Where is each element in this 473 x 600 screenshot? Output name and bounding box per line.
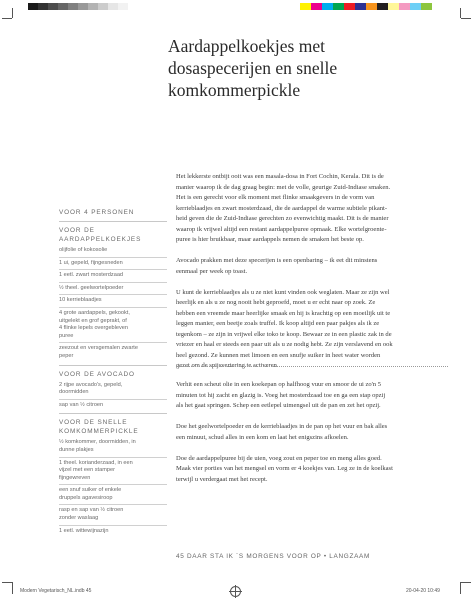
- text-line: heerlijk en als u ze nog nooit hebt geproefd, moet u er echt naar op zoek. Ze: [176, 299, 376, 306]
- intro-text: [176, 172, 448, 382]
- text-line: vriezer en haal er steeds een paar uit als u ze nodig hebt. Ze zijn verslavend en ook: [176, 341, 393, 348]
- text-line: Maak vier porties van het mengsel en vorm er 4 koekjes van. Leg ze in de koelkast: [176, 465, 393, 472]
- printer-color-bar: [0, 0, 473, 12]
- text-line: tegenkom – ze zijn in vrijwel elke toko te koop. Bewaar ze in een plastic zak in de: [176, 330, 392, 338]
- ingredient-item: [59, 525, 167, 536]
- text-line: manier waarop ik de dag graag begin: met de volle, geurige Zuid-Indiase smaken.: [176, 183, 391, 191]
- ingredient-line: zonder waslaag: [59, 515, 99, 522]
- paragraph: [176, 288, 448, 372]
- ingredient-line: fijngewreven: [59, 474, 91, 481]
- text-line: Doe het geelwortelpoeder en de kerrieblaadjes in de pan op het vuur en bak alles: [176, 423, 388, 430]
- ingredient-line: puree: [59, 332, 74, 339]
- gray-swatch: [38, 3, 48, 10]
- heading-line: AARDAPPELKOEKJES: [59, 236, 142, 243]
- text-line: puree is hier bruikbaar, maar aardappels nemen de smaken het beste op.: [176, 236, 364, 243]
- ingredient-line: sap van ½ citroen: [59, 401, 104, 408]
- page-folio: 45 DAAR STA IK ´S MORGENS VOOR OP • LANGZAAM: [176, 553, 371, 560]
- heading-line: KOMKOMMERPICKLE: [59, 428, 139, 436]
- gray-swatch: [98, 3, 108, 10]
- gray-swatch: [108, 3, 118, 10]
- text-line: Het is een gerecht voor elk moment met flinke smaakgevers in de vorm van: [176, 194, 375, 201]
- heading-line: VOOR DE AVOCADO: [59, 370, 135, 378]
- ingredient-item: [59, 342, 167, 360]
- color-swatch: [399, 3, 410, 10]
- ingredient-line: 2 rijpe avocado's, gepeld,: [59, 381, 123, 388]
- paragraph: [176, 454, 448, 486]
- ingredient-item: [59, 247, 167, 255]
- text-line: hebben een vreemde maar heerlijke smaak en hij is krachtig op een moeilijk uit te: [176, 309, 391, 317]
- ingredient-section-heading: [59, 370, 167, 379]
- ingredient-line: zeezout en versgemalen zwarte: [59, 345, 138, 352]
- ingredient-item: [59, 439, 167, 454]
- text-line: als het gaat springen. Schep een eetlepel uimengsel uit de pan en zet het opzij.: [176, 402, 381, 409]
- text-line: eenmaal per week op toast.: [176, 267, 248, 275]
- crop-mark: [2, 582, 12, 583]
- gray-swatch: [78, 3, 88, 10]
- ingredient-item: [59, 484, 167, 502]
- section-divider: [176, 366, 448, 367]
- ingredient-item: [59, 269, 167, 280]
- ingredient-item: [59, 504, 167, 522]
- gray-swatch: [88, 3, 98, 10]
- ingredient-line: 1 eetl. zwart mosterdzaad: [59, 272, 124, 279]
- crop-mark: [460, 8, 461, 18]
- ingredient-line: 4 grote aardappels, gekookt,: [59, 309, 130, 316]
- ingredient-line: 1 ui, gepeld, fijngesneden: [59, 259, 123, 266]
- ingredient-line: 1 eetl. wittewijnazijn: [59, 527, 109, 534]
- heading-line: VOOR DE SNELLE: [59, 419, 128, 427]
- text-line: leggen manier, een beetje zoals truffel. Ik koop altijd een paar pakjes als ik ze: [176, 320, 380, 327]
- ingredient-section-heading: [59, 226, 167, 244]
- paragraph: [176, 380, 448, 412]
- title-line: dosaspecerijen en snelle: [168, 58, 338, 78]
- color-swatch: [311, 3, 322, 10]
- color-swatch: [410, 3, 421, 10]
- ingredient-item: [59, 307, 167, 340]
- text-line: U kunt de kerrieblaadjes als u ze niet kunt vinden ook weglaten. Maar ze zijn wel: [176, 288, 390, 296]
- ingredient-line: rasp en sap van ½ citroen: [59, 507, 124, 514]
- text-line: waarop ik vrijwel altijd een restant aardappelpuree opmaak. Elke wortelgroente-: [176, 225, 387, 233]
- ingredient-line: een snuf suiker of enkele: [59, 487, 122, 494]
- recipe-title: [168, 35, 458, 101]
- ingredient-line: 1 theel. korianderzaad, in een: [59, 459, 133, 466]
- ingredient-item: [59, 457, 167, 483]
- crop-mark: [12, 582, 13, 594]
- ingredient-line: olijfolie of kokosolie: [59, 247, 108, 253]
- method-text: [176, 380, 448, 496]
- crop-mark: [461, 582, 471, 583]
- registration-mark: [230, 586, 241, 597]
- color-swatch: [300, 3, 311, 10]
- ingredient-line: dunne plakjes: [59, 446, 94, 453]
- title-line: komkommerpickle: [168, 80, 301, 100]
- ingredient-line: vijzel met een stamper: [59, 467, 115, 474]
- ingredient-line: 4 flinke lepels overgebleven: [59, 325, 129, 332]
- ingredient-item: [59, 282, 167, 293]
- text-line: een minuut, schud alles in een kom en laat het enigszins afkoelen.: [176, 433, 349, 441]
- ingredients-sidebar: [59, 208, 167, 535]
- color-swatch: [388, 3, 399, 10]
- sidebar-rule: [59, 413, 167, 414]
- ingredient-line: druppels agavesiroop: [59, 494, 113, 501]
- gray-swatch: [58, 3, 68, 10]
- text-line: gezet om de spijsvertering te activeren.: [176, 362, 279, 369]
- ingredient-list: [59, 382, 167, 410]
- ingredient-line: peper: [59, 352, 74, 359]
- paragraph: [176, 172, 448, 246]
- ingredient-item: [59, 294, 167, 305]
- color-swatch: [366, 3, 377, 10]
- paragraph: [176, 422, 448, 443]
- sidebar-rule: [59, 365, 167, 366]
- crop-mark: [461, 18, 471, 19]
- text-line: terwijl u verdergaat met het recept.: [176, 475, 268, 483]
- gray-swatch: [118, 3, 128, 10]
- color-swatch: [355, 3, 366, 10]
- ingredient-item: [59, 257, 167, 268]
- text-line: Doe de aardappelpuree bij de uien, voeg zout en peper toe en meng alles goed.: [176, 454, 382, 462]
- ingredient-list: [59, 247, 167, 361]
- gray-swatch: [28, 3, 38, 10]
- servings-label: VOOR 4 PERSONEN: [59, 209, 135, 216]
- ingredient-line: 10 kerrieblaadjes: [59, 297, 102, 304]
- color-swatch: [322, 3, 333, 10]
- ingredient-line: ½ komkommer, doormidden, in: [59, 439, 136, 446]
- text-line: Verhit een scheut olie in een koekepan op halfhoog vuur en smoor de ui zo'n 5: [176, 381, 381, 388]
- ingredient-line: ½ theel. geelwortelpoeder: [59, 284, 124, 291]
- slug-right: 20-04-20 10:49: [406, 588, 440, 594]
- text-line: heel gezond. Ze kunnen met limoen en een snufje suiker in heet water worden: [176, 351, 381, 359]
- heading-line: VOOR DE: [59, 227, 95, 234]
- ingredient-item: [59, 382, 167, 397]
- color-swatch: [421, 3, 432, 10]
- color-swatch: [344, 3, 355, 10]
- ingredient-section-heading: [59, 418, 167, 436]
- crop-mark: [460, 582, 461, 594]
- text-line: kerrieblaadjes en zwart mosterdzaad, die de aardappel de warme subtiele pikant-: [176, 204, 388, 212]
- color-swatch: [377, 3, 388, 10]
- crop-mark: [12, 8, 13, 18]
- text-line: heid geven die de Zuid-Indiase gerechten zo evenwichtig maakt. Dit is de manier: [176, 215, 389, 222]
- gray-swatch: [68, 3, 78, 10]
- gray-swatch: [48, 3, 58, 10]
- paragraph: [176, 256, 448, 277]
- sidebar-rule: [59, 221, 167, 222]
- ingredient-item: [59, 399, 167, 410]
- text-line: minuten tot hij zacht en glazig is. Voeg het mosterdzaad toe en ga een stap opzij: [176, 391, 386, 399]
- ingredient-line: doormidden: [59, 389, 89, 396]
- ingredient-line: uitgelekt en grof geprakt, of: [59, 317, 127, 324]
- title-line: Aardappelkoekjes met: [168, 36, 325, 56]
- ingredient-list: [59, 439, 167, 535]
- color-swatch: [333, 3, 344, 10]
- slug-left: Modern Vegetarisch_NL.indb 45: [20, 588, 92, 594]
- crop-mark: [2, 18, 12, 19]
- text-line: Het lekkerste ontbijt ooit was een masala-dosa in Fort Cochin, Kerala. Dit is de: [176, 173, 384, 180]
- text-line: Avocado prakken met deze specerijen is een openbaring – ik eet dit minstens: [176, 257, 378, 264]
